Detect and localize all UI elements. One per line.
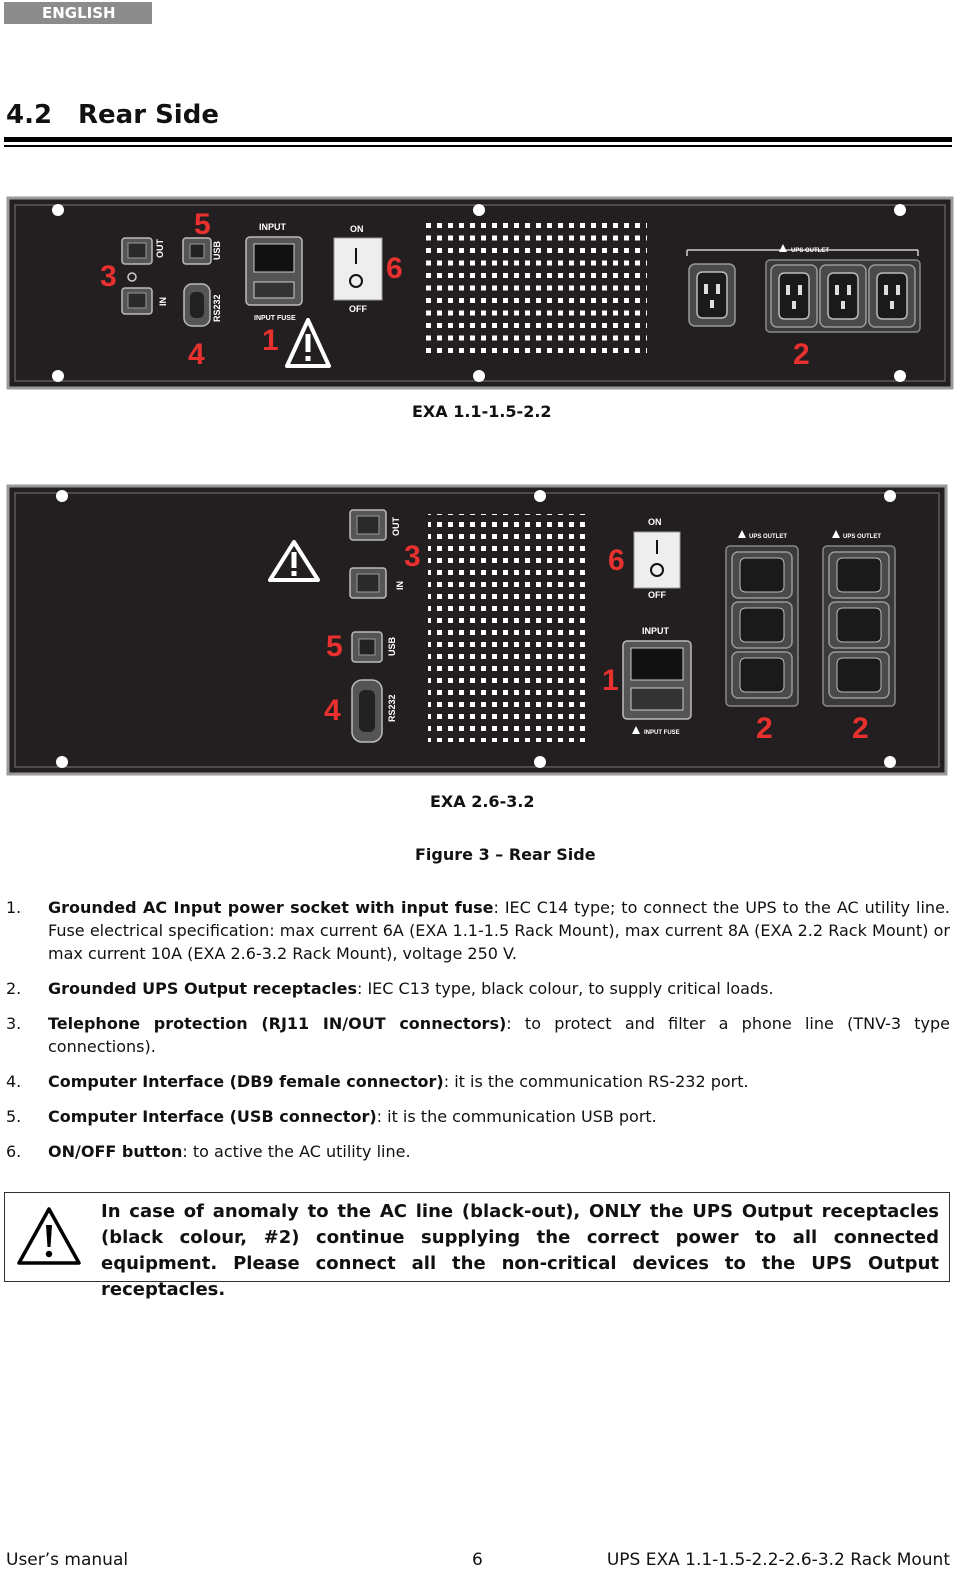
list-item-number: 1.	[6, 898, 22, 917]
warning-icon	[15, 1205, 83, 1267]
list-item	[6, 1012, 950, 1058]
rj11-in-port	[122, 288, 152, 314]
label-rs232: RS232	[387, 694, 397, 722]
label-input-fuse: INPUT FUSE	[644, 730, 680, 736]
label-out: OUT	[155, 239, 165, 258]
label-usb: USB	[387, 636, 397, 656]
label-usb: USB	[212, 240, 222, 260]
callout-6: 6	[386, 252, 403, 285]
section-number: 4.2	[6, 100, 53, 130]
list-item-text: : it is the communication USB port.	[376, 1107, 657, 1126]
section-title-text: Rear Side	[78, 100, 219, 130]
list-item-number: 4.	[6, 1072, 22, 1091]
label-input-fuse: INPUT FUSE	[254, 315, 296, 322]
ups-output-receptacle	[732, 652, 792, 698]
callout-5: 5	[326, 630, 343, 663]
callout-1: 1	[602, 664, 619, 697]
footer-left: User’s manual	[6, 1550, 129, 1570]
list-item-number: 5.	[6, 1107, 22, 1126]
figure-3-caption: Figure 3 – Rear Side	[415, 845, 596, 864]
label-in: IN	[158, 297, 168, 306]
section-title	[6, 100, 219, 130]
list-item	[6, 1105, 950, 1128]
list-item-text: : it is the communication RS-232 port.	[443, 1072, 749, 1091]
title-rule-thin	[4, 145, 952, 147]
label-ups-outlet: UPS OUTLET	[749, 534, 788, 540]
figure-caption-exa-1-1: EXA 1.1-1.5-2.2	[412, 402, 552, 421]
label-in: IN	[395, 581, 405, 590]
list-item-text: : IEC C13 type, black colour, to supply critical loads.	[356, 979, 774, 998]
list-item-number: 3.	[6, 1014, 22, 1033]
figure-caption-exa-2-6: EXA 2.6-3.2	[430, 792, 535, 811]
callout-2: 2	[793, 338, 810, 371]
ups-output-receptacle	[829, 652, 889, 698]
ups-output-receptacle	[829, 552, 889, 598]
callout-2: 2	[756, 712, 773, 745]
ups-output-receptacle	[689, 264, 735, 326]
callout-4: 4	[188, 338, 205, 371]
list-item-label: Computer Interface (DB9 female connector)	[48, 1072, 444, 1091]
on-off-switch	[334, 238, 382, 300]
label-on: ON	[350, 224, 364, 234]
warning-text: In case of anomaly to the AC line (black-out), ONLY the UPS Output receptacles (black colour, #2) continue supplying the correct power to all connected equipment. Please connect all the non-critical devices to the UPS Output receptacles.	[101, 1201, 939, 1300]
ups-output-receptacle	[869, 265, 915, 327]
title-rule-thick	[4, 137, 952, 142]
list-item	[6, 977, 950, 1000]
list-item-label: Grounded UPS Output receptacles	[48, 979, 357, 998]
footer-page-number: 6	[472, 1550, 483, 1570]
ventilation-grille	[420, 220, 647, 360]
callout-2: 2	[852, 712, 869, 745]
callout-3: 3	[100, 260, 117, 293]
label-ups-outlet: UPS OUTLET	[791, 248, 830, 254]
rj11-out-port	[122, 238, 152, 264]
label-input: INPUT	[259, 222, 286, 232]
label-input: INPUT	[642, 626, 669, 636]
list-item-label: Grounded AC Input power socket with input fuse	[48, 898, 494, 917]
list-item-label: ON/OFF button	[48, 1142, 183, 1161]
label-ups-outlet: UPS OUTLET	[843, 534, 882, 540]
label-off: OFF	[349, 304, 367, 314]
warning-box	[4, 1192, 950, 1300]
callout-1: 1	[262, 324, 279, 357]
ups-output-receptacle	[829, 602, 889, 648]
list-item	[6, 896, 950, 965]
language-tab: ENGLISH	[4, 2, 152, 24]
callout-3: 3	[404, 540, 421, 573]
ventilation-grille	[428, 514, 590, 742]
callout-6: 6	[608, 544, 625, 577]
list-item	[6, 1140, 950, 1163]
description-list	[6, 896, 950, 1175]
label-on: ON	[648, 517, 662, 527]
list-item-label: Computer Interface (USB connector)	[48, 1107, 377, 1126]
ups-output-receptacle	[820, 265, 866, 327]
list-item	[6, 1070, 950, 1093]
label-rs232: RS232	[212, 294, 222, 322]
label-out: OUT	[391, 517, 401, 536]
ups-output-receptacle	[732, 602, 792, 648]
label-off: OFF	[648, 590, 666, 600]
list-item-number: 6.	[6, 1142, 22, 1161]
rear-panel-exa-1-1-2-2	[6, 196, 954, 390]
footer-right: UPS EXA 1.1-1.5-2.2-2.6-3.2 Rack Mount	[606, 1550, 950, 1570]
rear-panel-exa-2-6-3-2	[6, 484, 948, 776]
list-item-text: : to active the AC utility line.	[182, 1142, 411, 1161]
callout-5: 5	[194, 208, 211, 241]
list-item-text: : to protect and filter a phone line (TNV-3 type connections).	[48, 1014, 951, 1056]
callout-4: 4	[324, 694, 341, 727]
list-item-text: : IEC C14 type; to connect the UPS to the AC utility line. Fuse electrical specification: max current 6A (EXA 1.1-1.5 Rack Mount), max current 8A (EXA 2.2 Rack Mount) or max current 10A (EXA 2.6-3.2 Rack Mount), voltage 250 V.	[48, 898, 950, 963]
list-item-number: 2.	[6, 979, 22, 998]
ups-output-receptacle	[771, 265, 817, 327]
ups-output-receptacle	[732, 552, 792, 598]
list-item-label: Telephone protection (RJ11 IN/OUT connectors)	[48, 1014, 507, 1033]
